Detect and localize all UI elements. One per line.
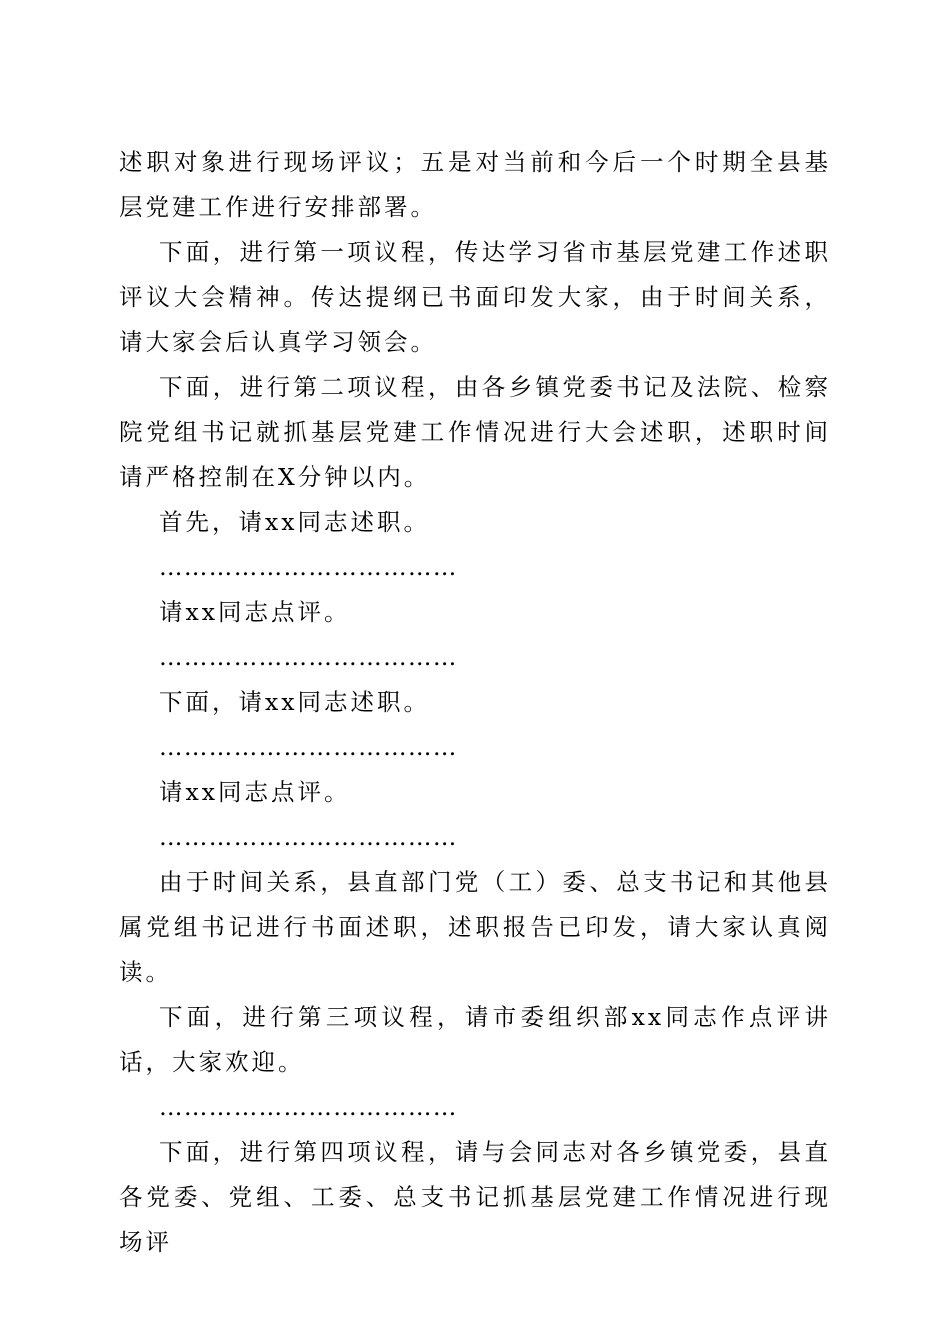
ellipsis-divider: ……………………………… (159, 1093, 458, 1121)
ellipsis-divider: ……………………………… (159, 823, 458, 851)
paragraph-agenda-item-4: 下面，进行第四项议程，请与会同志对各乡镇党委，县直各党委、党组、工委、总支书记抓基层党建工作情况进行现场评 (119, 1138, 831, 1256)
ellipsis-divider: ……………………………… (159, 643, 458, 671)
paragraph-agenda-tail: 述职对象进行现场评议；五是对当前和今后一个时期全县基层党建工作进行安排部署。 (119, 148, 831, 221)
paragraph-next-report: 下面，请xx同志述职。 (159, 688, 431, 716)
paragraph-agenda-item-1: 下面，进行第一项议程，传达学习省市基层党建工作述职评议大会精神。传达提纲已书面印发大家，由于时间关系，请大家会后认真学习领会。 (119, 238, 831, 356)
ellipsis-divider: ……………………………… (159, 553, 458, 581)
paragraph-first-comment: 请xx同志点评。 (159, 598, 351, 626)
document-body (119, 140, 831, 1265)
ellipsis-divider: ……………………………… (159, 733, 458, 761)
paragraph-agenda-item-2: 下面，进行第二项议程，由各乡镇党委书记及法院、检察院党组书记就抓基层党建工作情况进行大会述职，述职时间请严格控制在X分钟以内。 (119, 373, 831, 491)
paragraph-agenda-item-3: 下面，进行第三项议程，请市委组织部xx同志作点评讲话，大家欢迎。 (119, 1003, 831, 1076)
paragraph-written-report: 由于时间关系，县直部门党（工）委、总支书记和其他县属党组书记进行书面述职，述职报告已印发，请大家认真阅读。 (119, 868, 831, 986)
paragraph-next-comment: 请xx同志点评。 (159, 778, 351, 806)
paragraph-first-report: 首先，请xx同志述职。 (159, 508, 431, 536)
